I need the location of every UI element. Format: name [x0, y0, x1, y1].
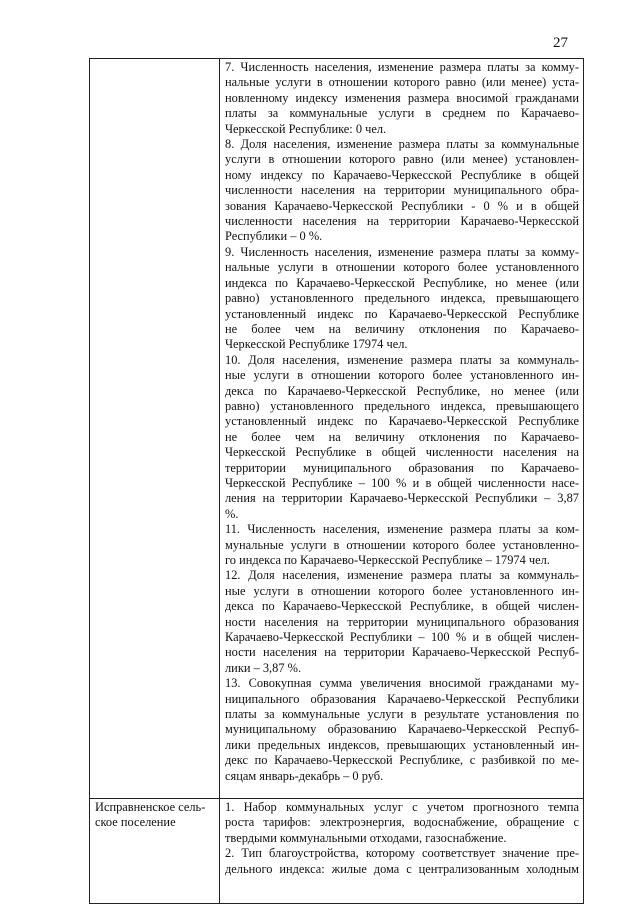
indicator-text-line: 2. Тип благоустройства, которому соответствует значение пре-	[225, 846, 579, 861]
indicator-text-line: Черкесской Республике 17974 чел.	[225, 337, 408, 352]
indicator-text-line: территории муниципального образования по Карачаево-	[225, 460, 579, 475]
indicators-cell	[220, 59, 584, 799]
table-row	[90, 59, 584, 799]
indicator-text-line: нальные услуги в отношении которого равно (или менее) уста-	[225, 75, 579, 90]
indicator-text-line: равно) установленного предельного индекса, превышающего	[225, 398, 579, 413]
indicator-text-line: не более чем на величину отклонения по Карачаево-	[225, 321, 579, 336]
municipality-cell	[90, 799, 220, 904]
indicator-text-line: сяцам январь-декабрь – 0 руб.	[225, 768, 384, 783]
indicator-text-line: декс по Карачаево-Черкесской Республике, с разбивкой по ме-	[225, 753, 579, 768]
indicator-text-line: 1. Набор коммунальных услуг с учетом прогнозного темпа	[225, 800, 579, 814]
indicator-text-line: ные услуги в отношении которого более установленного ин-	[225, 583, 579, 598]
indicator-text-line: лики предельных индексов, превышающих установленный ин-	[225, 737, 579, 752]
indicator-text-line: роста тарифов: электроэнергия, водоснабжение, обращение с	[225, 815, 579, 830]
indicator-text-line: ности населения на территории Карачаево-Черкесской Респуб-	[225, 645, 579, 660]
indicator-text-line: новленному индексу изменения размера вносимой гражданами	[225, 90, 579, 105]
indicator-text-line: ности населения на территории муниципального образования	[225, 614, 579, 629]
indicator-text-line: платы за коммунальные услуги в среднем по Карачаево-	[225, 106, 579, 121]
indicator-text-line: установленный индекс по Карачаево-Черкесской Республике	[225, 414, 579, 429]
indicator-text-line: ные услуги в отношении которого более установленного ин-	[225, 368, 579, 383]
indicator-text-line: 7. Численность населения, изменение размера платы за комму-	[225, 60, 579, 74]
indicator-text-line: установленный индекс по Карачаево-Черкесской Республике	[225, 306, 579, 321]
table-body	[90, 59, 584, 904]
indicator-text-line: мунальные услуги в отношении которого более установленно-	[225, 537, 579, 552]
indicator-text-line: платы за коммунальные услуги в результате установления по	[225, 707, 579, 722]
indicator-text-line: ному индексу по Карачаево-Черкесской Республике в общей	[225, 167, 579, 182]
indicator-text-line: Черкесской Республике – 100 % и в общей численности насе-	[225, 475, 579, 490]
indicator-text-line: лики – 3,87 %.	[225, 660, 302, 675]
indicator-text-line: индекса по Карачаево-Черкесской Республике, но менее (или	[225, 275, 579, 290]
municipality-name-line: ское поселение	[95, 815, 176, 830]
table-row	[90, 799, 584, 904]
municipality-cell	[90, 59, 220, 799]
indicator-text-line: 11. Численность населения, изменение размера платы за ком-	[225, 522, 579, 537]
indicator-text-line: 9. Численность населения, изменение размера платы за комму-	[225, 244, 579, 259]
indicator-text-line: услуги в отношении которого равно (или менее) установлен-	[225, 152, 579, 167]
indicator-text-line: ления на территории Карачаево-Черкесской Республики – 3,87	[225, 491, 579, 506]
indicator-text-line: %.	[225, 506, 239, 521]
indicator-text-line: Республики – 0 %.	[225, 229, 323, 244]
indicator-text-line: 10. Доля населения, изменение размера платы за коммуналь-	[225, 352, 579, 367]
indicator-text-line: 8. Доля населения, изменение размера платы за коммунальные	[225, 137, 579, 152]
document-table	[89, 58, 584, 904]
indicator-text-line: зования Карачаево-Черкесской Республики - 0 % и в общей	[225, 198, 579, 213]
indicator-text-line: не более чем на величину отклонения по Карачаево-	[225, 429, 579, 444]
indicator-text-line: ниципального образования Карачаево-Черкесской Республики	[225, 691, 579, 706]
indicator-text-line: нальные услуги в отношении которого более установленного	[225, 260, 579, 275]
indicator-text-line: муниципальному образованию Карачаево-Черкесской Респуб-	[225, 722, 579, 737]
municipality-name-line: Исправненское сель-	[95, 800, 206, 814]
indicator-text-line: равно) установленного предельного индекса, превышающего	[225, 291, 579, 306]
indicator-text-line: декса по Карачаево-Черкесской Республике, в общей числен-	[225, 599, 579, 614]
indicator-text-line: го индекса по Карачаево-Черкесской Республике – 17974 чел.	[225, 553, 550, 567]
indicator-text-line: Карачаево-Черкесской Республики – 100 % и в общей числен-	[225, 630, 579, 645]
indicator-text-line: численности населения на территории Карачаево-Черкесской	[225, 214, 579, 229]
page-number: 27	[553, 35, 568, 51]
indicator-text-line: численности населения на территории муниципального обра-	[225, 183, 579, 198]
indicator-text-line: 13. Совокупная сумма увеличения вносимой гражданами му-	[225, 676, 579, 691]
indicator-text-line: Черкесской Республике в общей численности населения на	[225, 445, 579, 460]
indicators-cell	[220, 799, 584, 904]
indicator-text-line: твердыми коммунальными отходами, газоснабжение.	[225, 830, 507, 845]
indicator-text-line: Черкесской Республике: 0 чел.	[225, 121, 387, 136]
indicator-text-line: декса по Карачаево-Черкесской Республике, но менее (или	[225, 383, 579, 398]
indicator-text-line: дельного индекса: жилые дома с централизованным холодным	[225, 861, 579, 876]
indicator-text-line: 12. Доля населения, изменение размера платы за коммуналь-	[225, 568, 579, 583]
